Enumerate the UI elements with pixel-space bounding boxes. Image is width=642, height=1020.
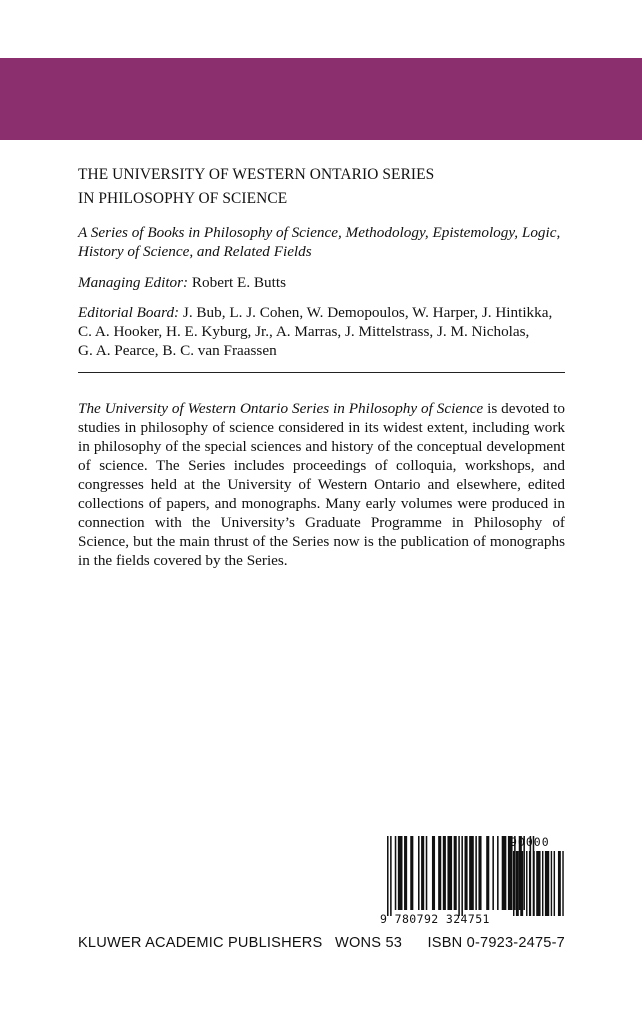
barcode-addon-bar [551,851,552,916]
barcode-bar [478,836,481,910]
barcode-bar [438,836,441,910]
barcode-addon-bar [520,851,523,916]
barcode-bar [404,836,407,910]
barcode-bar [421,836,424,910]
barcode-bar [418,836,420,910]
editorial-board [78,303,565,360]
barcode-bar [461,836,463,916]
editorial-board-names-1: J. Bub, L. J. Cohen, W. Demopoulos, W. Harper, J. Hintikka, [182,304,553,321]
editorial-board-line-2: C. A. Hooker, H. E. Kyburg, Jr., A. Marras, J. Mittelstrass, J. M. Nicholas, [78,323,530,340]
barcode-bar [390,836,392,916]
isbn-number: ISBN 0-7923-2475-7 [427,935,565,951]
series-title [78,163,565,211]
barcode-bar [410,836,413,910]
managing-editor [78,273,565,292]
managing-editor-name: Robert E. Butts [191,274,286,291]
barcode-bar [475,836,477,910]
isbn-barcode [373,836,565,928]
series-subtitle: A Series of Books in Philosophy of Science, Methodology, Epistemology, Logic, History of Science, and Related Fields [78,224,561,260]
barcode-addon-bar [558,851,561,916]
series-title-line-2: IN PHILOSOPHY OF SCIENCE [78,190,288,207]
barcode-bar [454,836,457,910]
barcode-addon-bar [554,851,555,916]
barcode-bar [469,836,474,910]
barcode-addon-bar [526,851,527,916]
barcode-addon-bar [529,851,530,916]
barcode-addon-bar [516,851,519,916]
series-number: WONS 53 [335,935,403,951]
series-description-name: The University of Western Ontario Series in Philosophy of Science [78,400,484,417]
footer [78,932,565,954]
back-cover-content [78,163,565,585]
divider-rule [78,372,565,373]
barcode-addon-bar [545,851,549,916]
barcode-bar [387,836,389,916]
series-title-line-1: THE UNIVERSITY OF WESTERN ONTARIO SERIES [78,166,435,183]
barcode-addon-bar [542,851,543,916]
barcode-bar [447,836,452,910]
barcode-bar [432,836,435,910]
series-description-text: is devoted to studies in philosophy of science considered in its widest extent, including work in philosophy of the special sciences and history of the conceptual development of science. The Series includes proceedings of colloquia, workshops, and congresses held at the University of Western Ontario and elsewhere, edited collections of papers, and monographs. Many early volumes were produced in connection with the University’s Graduate Programme in Philosophy of Science, but the main thrust of the Series now is the publication of monographs in the fields covered by the Series. [78,400,565,569]
editorial-board-line-1 [78,303,565,322]
barcode-addon-bar [533,851,534,916]
barcode-addon-bar [562,851,563,916]
top-color-band [0,58,642,140]
barcode-bar [458,836,460,916]
editorial-board-label: Editorial Board: [78,304,180,321]
barcode-main-digits: 9 780792 324751 [380,912,490,926]
barcode-bar [486,836,489,910]
editorial-board-line-3: G. A. Pearce, B. C. van Fraassen [78,342,277,359]
barcode-bar [398,836,403,910]
publisher-name: KLUWER ACADEMIC PUBLISHERS [78,935,323,951]
barcode-bar [465,836,468,910]
managing-editor-label: Managing Editor: [78,274,189,291]
barcode-addon-bar [513,851,514,916]
barcode-bar [443,836,446,910]
barcode-bar [492,836,494,910]
barcode-addon-digits: 90000 [510,835,550,849]
barcode-addon-bar [536,851,540,916]
barcode-bar [426,836,428,910]
barcode-bar [502,836,507,910]
series-description [78,399,565,570]
barcode-bar [497,836,499,910]
barcode-bar [395,836,397,910]
